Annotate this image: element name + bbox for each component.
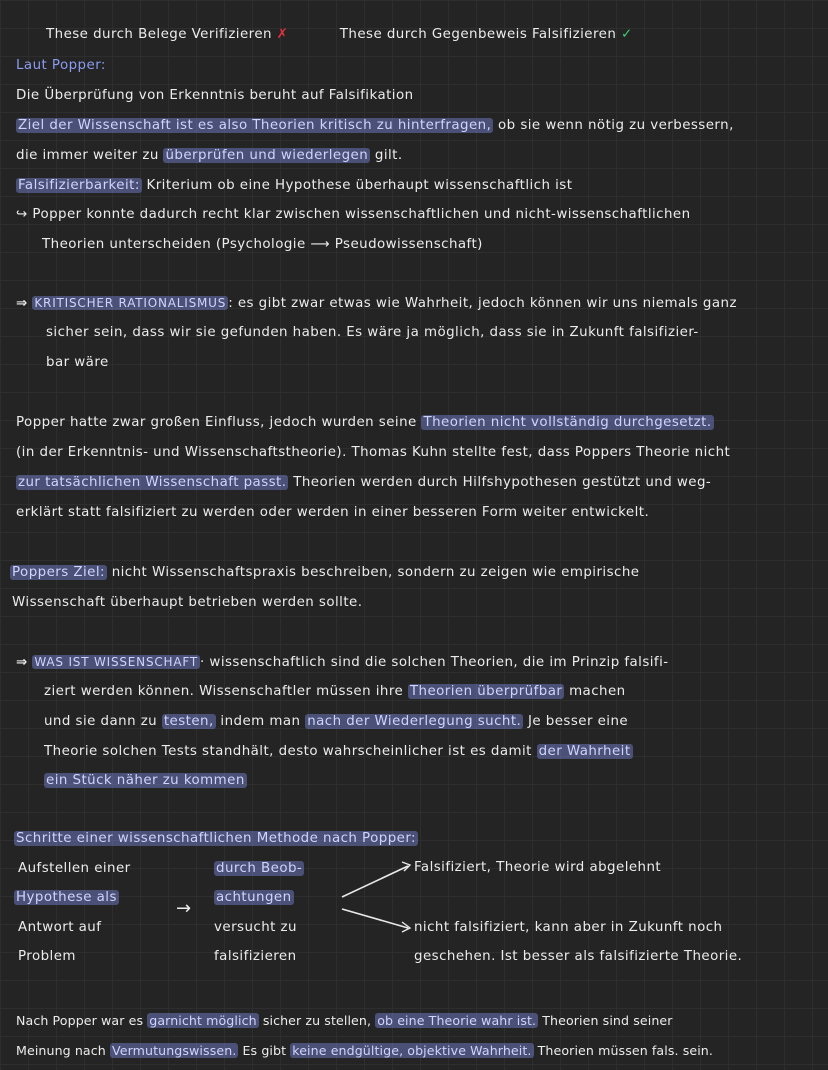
was-line-3-a: und sie dann zu bbox=[44, 714, 158, 729]
outcome-falsified: Falsifiziert, Theorie wird abgelehnt bbox=[414, 860, 662, 875]
krit-line-3: bar wäre bbox=[46, 355, 109, 370]
einfluss-line-2: (in der Erkenntnis- und Wissenschaftstheorie). Thomas Kuhn stellte fest, dass Poppers Theorie nicht bbox=[16, 445, 731, 460]
intro-line-3-a: die immer weiter zu bbox=[16, 148, 159, 163]
intro-line-3-b: gilt. bbox=[374, 148, 403, 163]
schluss-line-1-c: Theorien sind seiner bbox=[542, 1013, 673, 1028]
verify-text: These durch Belege Verifizieren bbox=[46, 27, 272, 42]
wiederlegung-highlight: nach der Wiederlegung sucht. bbox=[307, 714, 522, 729]
was-line-2-b: machen bbox=[569, 684, 626, 699]
schluss-line-1 bbox=[16, 1010, 673, 1032]
testen-highlight: testen, bbox=[163, 714, 214, 729]
cross-icon: ✗ bbox=[276, 27, 289, 42]
krit-line-2: sicher sein, dass wir sie gefunden haben. Es wäre ja möglich, dass sie in Zukunft falsifizier- bbox=[46, 325, 699, 340]
krit-title: KRITISCHER RATIONALISMUS bbox=[34, 296, 227, 310]
naeher-kommen-highlight: ein Stück näher zu kommen bbox=[46, 773, 245, 788]
schluss-line-1-a: Nach Popper war es bbox=[16, 1013, 144, 1028]
intro-line-4-rest: Kriterium ob eine Hypothese überhaupt wissenschaftlich ist bbox=[146, 178, 573, 193]
wahrheit-highlight: der Wahrheit bbox=[538, 744, 631, 759]
step-mid-3: versucht zu bbox=[214, 920, 297, 935]
schluss-line-2-b: Es gibt bbox=[242, 1043, 287, 1058]
schritte-title-highlight: Schritte einer wissenschaftlichen Methode nach Popper: bbox=[16, 831, 417, 846]
einfluss-line-3-rest: Theorien werden durch Hilfshypothesen gestützt und weg- bbox=[293, 475, 712, 490]
implies-arrow-icon: ⇒ bbox=[16, 655, 28, 670]
hook-arrow-icon: ↪ bbox=[16, 207, 28, 222]
laut-popper-heading: Laut Popper: bbox=[16, 58, 106, 73]
check-icon: ✓ bbox=[621, 27, 633, 42]
was-line-1-rest: · wissenschaftlich sind die solchen Theorien, die im Prinzip falsifi- bbox=[200, 655, 669, 670]
ueberpruefen-highlight: überprüfen und wiederlegen bbox=[165, 148, 369, 163]
step-left-4: Problem bbox=[18, 949, 76, 964]
was-line-2-a: ziert werden können. Wissenschaftler müssen ihre bbox=[44, 684, 404, 699]
intro-line-1: Die Überprüfung von Erkenntnis beruht auf Falsifikation bbox=[16, 88, 414, 103]
einfluss-line-1-a: Popper hatte zwar großen Einfluss, jedoch wurden seine bbox=[16, 415, 417, 430]
garnicht-moeglich-highlight: garnicht möglich bbox=[149, 1013, 257, 1028]
step-left-1: Aufstellen einer bbox=[18, 861, 131, 876]
keine-wahrheit-highlight: keine endgültige, objektive Wahrheit. bbox=[292, 1043, 532, 1058]
beob-highlight: durch Beob- bbox=[216, 861, 303, 876]
ziel-highlight: Ziel der Wissenschaft ist es also Theorien kritisch zu hinterfragen, bbox=[18, 118, 492, 133]
hypothese-highlight: Hypothese als bbox=[16, 890, 117, 905]
theorie-wahr-highlight: ob eine Theorie wahr ist. bbox=[377, 1013, 537, 1028]
schluss-line-2-a: Meinung nach bbox=[16, 1043, 106, 1058]
vermutungswissen-highlight: Vermutungswissen. bbox=[111, 1043, 237, 1058]
was-line-3-c: Je besser eine bbox=[527, 714, 629, 729]
poppers-ziel-label: Poppers Ziel: bbox=[12, 565, 105, 580]
was-line-4-a: Theorie solchen Tests standhält, desto wahrscheinlicher ist es damit bbox=[44, 744, 532, 759]
intro-line-5-text: Popper konnte dadurch recht klar zwischen wissenschaftlichen und nicht-wissenschaftlichen bbox=[32, 207, 691, 222]
outcome-not-falsified-1: nicht falsifiziert, kann aber in Zukunft noch bbox=[414, 920, 723, 935]
outcome-not-falsified-2: geschehen. Ist besser als falsifizierte Theorie. bbox=[414, 949, 743, 964]
ziel-line-1-rest: nicht Wissenschaftspraxis beschreiben, sondern zu zeigen wie empirische bbox=[111, 565, 640, 580]
intro-line-6: Theorien unterscheiden (Psychologie ⟶ Pseudowissenschaft) bbox=[42, 237, 483, 252]
schluss-line-2-c: Theorien müssen fals. sein. bbox=[537, 1043, 713, 1058]
step-arrow-icon: → bbox=[176, 898, 192, 919]
was-line-3-b: indem man bbox=[220, 714, 301, 729]
krit-line-1-rest: : es gibt zwar etwas wie Wahrheit, jedoch können wir uns niemals ganz bbox=[228, 296, 737, 311]
schluss-line-1-b: sicher zu stellen, bbox=[262, 1013, 372, 1028]
ueberpruefbar-highlight: Theorien überprüfbar bbox=[409, 684, 563, 699]
step-mid-4: falsifizieren bbox=[214, 949, 297, 964]
step-left-3: Antwort auf bbox=[18, 920, 102, 935]
ziel-line-2: Wissenschaft überhaupt betrieben werden sollte. bbox=[12, 595, 363, 610]
falsifizierbarkeit-highlight: Falsifizierbarkeit: bbox=[18, 178, 140, 193]
falsify-text: These durch Gegenbeweis Falsifizieren bbox=[339, 27, 617, 42]
nicht-durchgesetzt-highlight: Theorien nicht vollständig durchgesetzt. bbox=[423, 415, 712, 430]
einfluss-line-4: erklärt statt falsifiziert zu werden oder werden in einer besseren Form weiter entwickelt. bbox=[16, 505, 650, 520]
achtungen-highlight: achtungen bbox=[216, 890, 292, 905]
wissenschaft-passt-highlight: zur tatsächlichen Wissenschaft passt. bbox=[18, 475, 287, 490]
was-title: WAS IST WISSENSCHAFT bbox=[34, 655, 198, 669]
intro-line-2-rest: ob sie wenn nötig zu verbessern, bbox=[498, 118, 734, 133]
implies-arrow-icon: ⇒ bbox=[16, 296, 28, 311]
schluss-line-2 bbox=[16, 1040, 713, 1062]
